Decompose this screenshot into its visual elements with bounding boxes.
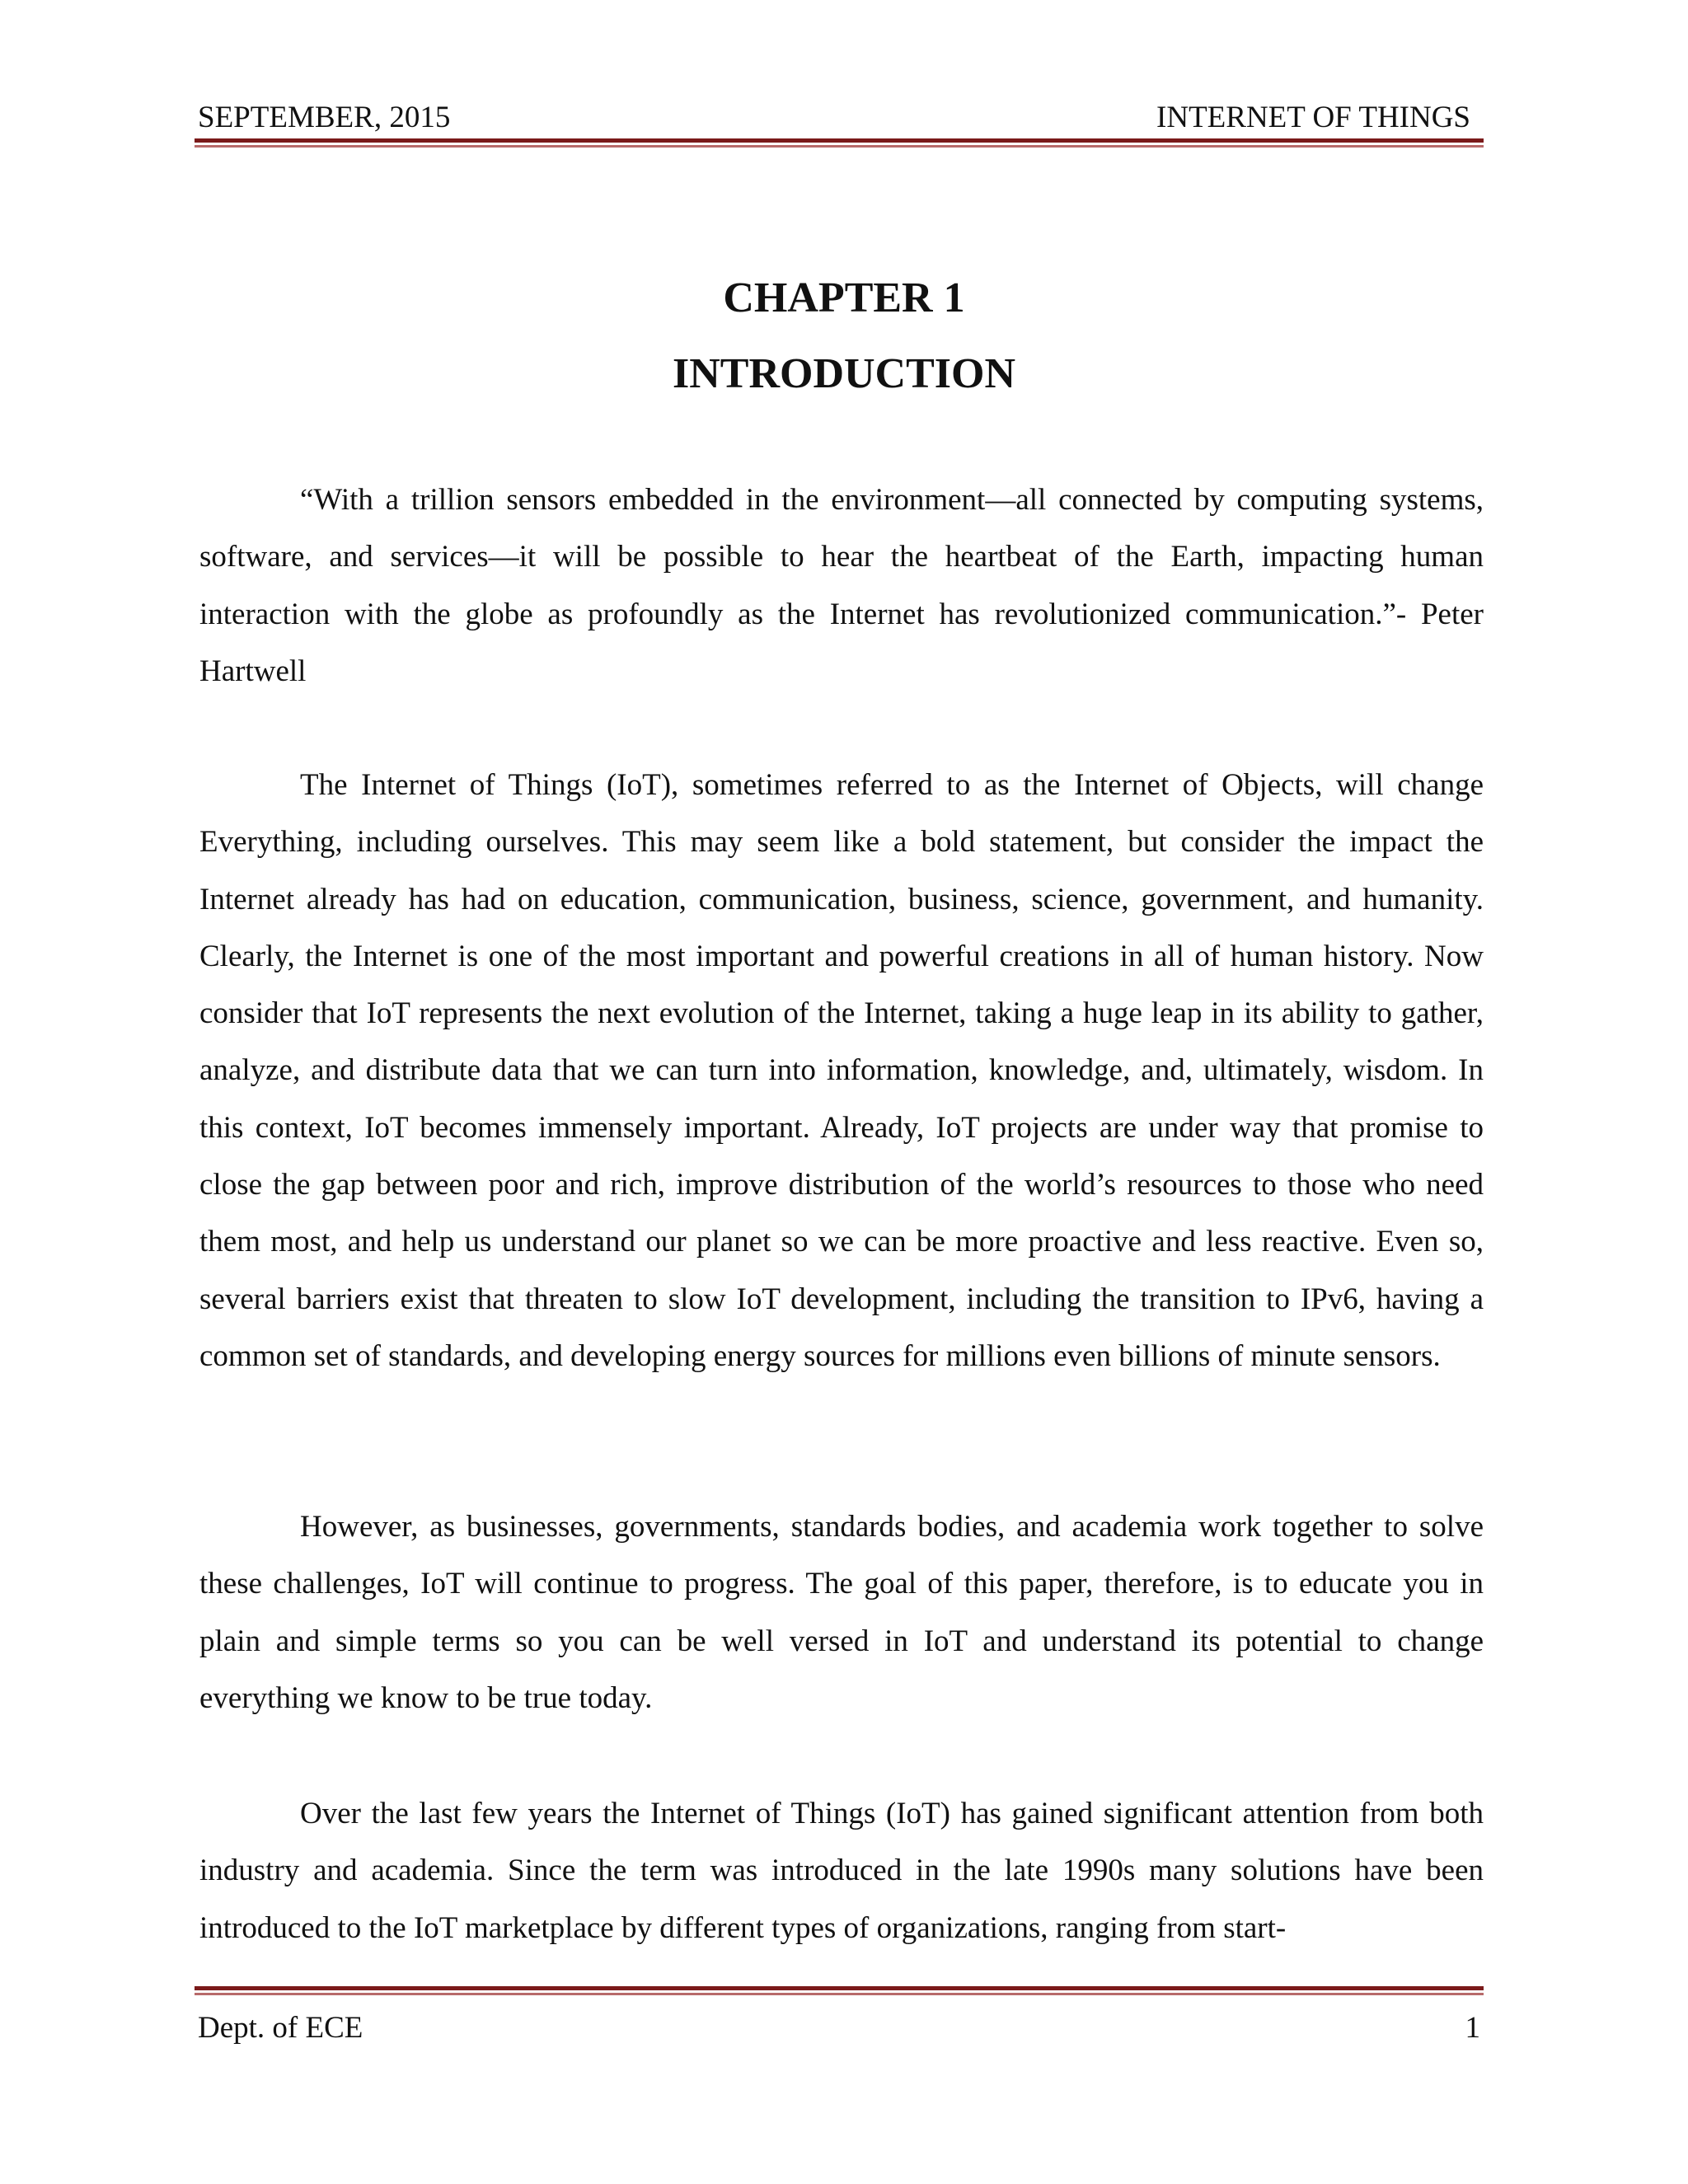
header-date: SEPTEMBER, 2015: [198, 101, 451, 134]
page-footer: [198, 2003, 1480, 2046]
footer-department: Dept. of ECE: [198, 2011, 363, 2045]
footer-rule: [195, 1986, 1484, 1990]
footer-rule-secondary: [195, 1993, 1484, 1995]
paragraph-3: [199, 1785, 1484, 1957]
paragraph-1-text: The Internet of Things (IoT), sometimes referred to as the Internet of Objects, will change Everything, including ourselves. This may seem like a bold statement, but consider the impact the Internet already has had on education, communication, business, science, government, and humanity. Clearly, the Internet is one of the most important and powerful creations in all of human history. Now consider that IoT represents the next evolution of the Internet, taking a huge leap in its ability to gather, analyze, and distribute data that we can turn into information, knowledge, and, ultimately, wisdom. In this context, IoT becomes immensely important. Already, IoT projects are under way that promise to close the gap between poor and rich, improve distribution of the world’s resources to those who need them most, and help us understand our planet so we can be more proactive and less reactive. Even so, several barriers exist that threaten to slow IoT development, including the transition to IPv6, having a common set of standards, and developing energy sources for millions even billions of minute sensors.: [199, 768, 1484, 1373]
page-number: 1: [1465, 2011, 1480, 2045]
chapter-number: CHAPTER 1: [723, 274, 965, 321]
chapter-title: INTRODUCTION: [672, 350, 1016, 397]
paragraph-3-text: Over the last few years the Internet of Things (IoT) has gained significant attention from both industry and academia. Since the term was introduced in the late 1990s many solutions have been introduced to the IoT marketplace by different types of organizations, ranging from start-: [199, 1797, 1484, 1945]
quote-text: “With a trillion sensors embedded in the environment—all connected by computing systems, software, and services—it will be possible to hear the heartbeat of the Earth, impacting human interaction with the globe as profoundly as the Internet has revolutionized communication.”- Peter Hartwell: [199, 483, 1484, 688]
header-rule: [195, 138, 1484, 143]
header-title: INTERNET OF THINGS: [1156, 101, 1470, 134]
header-rule-secondary: [195, 145, 1484, 148]
paragraph-2-text: However, as businesses, governments, standards bodies, and academia work together to solve these challenges, IoT will continue to progress. The goal of this paper, therefore, is to educate you in plain and simple terms so you can be well versed in IoT and understand its potential to change everything we know to be true today.: [199, 1510, 1484, 1715]
page-header: [198, 92, 1477, 135]
opening-quote: [199, 471, 1484, 700]
paragraph-2: [199, 1498, 1484, 1727]
paragraph-1: [199, 757, 1484, 1385]
